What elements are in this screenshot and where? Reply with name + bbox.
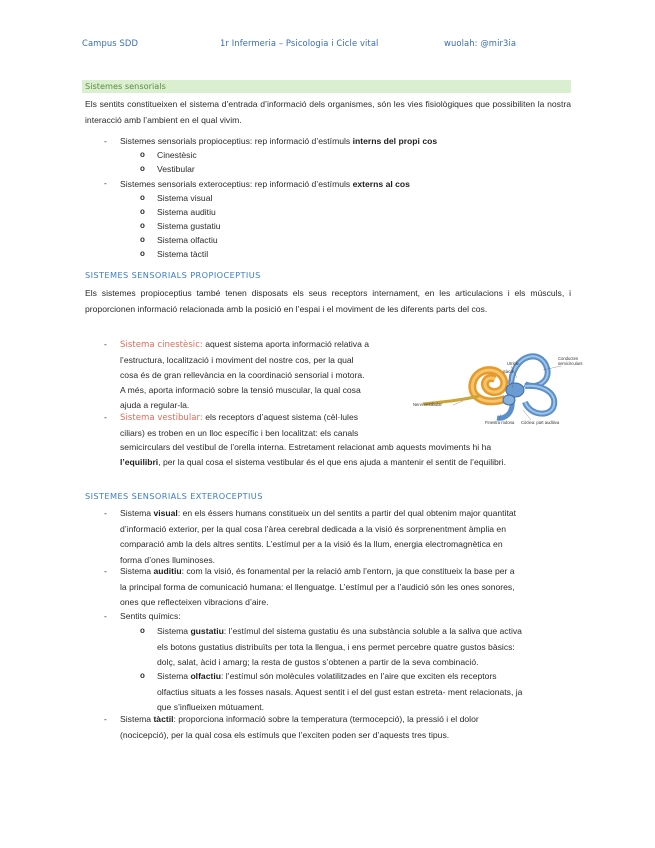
item-text: Sistema bbox=[120, 508, 154, 518]
item-sentits-quimics: Sentits químics: bbox=[120, 611, 181, 621]
label-conductes: Conductes bbox=[558, 356, 579, 361]
equilibri-bold: l’equilibri bbox=[120, 457, 159, 467]
vestibular-description bbox=[120, 410, 358, 441]
vestibular-label: Sistema vestibular: bbox=[120, 413, 203, 423]
item-text: que s’influeixen mútuament. bbox=[157, 702, 265, 712]
cinestesic-description bbox=[120, 337, 369, 413]
item-text: la principal forma de comunicació humana: el llenguatge. L’estímul per a l’audició són les ones sonores, bbox=[120, 581, 515, 592]
dash-bullet: - bbox=[104, 566, 107, 576]
item-bold: tàctil bbox=[153, 714, 174, 724]
label-utricle: Utricle bbox=[507, 361, 519, 366]
circle-bullet: o bbox=[140, 150, 145, 159]
vestibular-line: els receptors d’aquest sistema (cèl·lules bbox=[205, 412, 359, 422]
item-text: forma d’ones lluminoses. bbox=[120, 554, 216, 565]
item-sistema-auditiu bbox=[120, 564, 572, 611]
label-coclea: Còclea: part auditiva bbox=[521, 420, 560, 425]
list-item-tactil: Sistema tàctil bbox=[157, 249, 209, 259]
item-text: Sistema bbox=[120, 714, 154, 724]
circle-bullet: o bbox=[140, 671, 145, 680]
list-item-text: Sistemes sensorials propioceptius: rep informació d’estímuls bbox=[120, 136, 353, 146]
list-item-bold: externs al cos bbox=[352, 179, 410, 189]
item-text: dolç, salat, àcid i amarg; la resta de gustos s’obtenen a partir de la seva combinació. bbox=[157, 657, 479, 667]
item-text: : en els éssers humans constitueix un del sentits a partir del qual obtenim major quantitat bbox=[177, 508, 517, 518]
list-item-vestibular: Vestibular bbox=[157, 164, 195, 174]
item-text: (nocicepció), per la qual cosa els estímuls que l’exciten poden ser d’aquests tres tipus. bbox=[120, 729, 450, 740]
vestibular-continuation bbox=[120, 440, 572, 470]
item-text: els botons gustatius distribuïts per tota la llengua, i ens permet percebre quatre gustos bàsics: bbox=[157, 641, 515, 652]
item-text: ones que reflecteixen vibracions d’aire. bbox=[120, 597, 269, 607]
label-semicirculars: semicirculars bbox=[558, 361, 583, 366]
circle-bullet: o bbox=[140, 207, 145, 216]
cinestesic-line: A més, aporta informació sobre la tensió muscular, la qual cosa bbox=[120, 385, 361, 395]
item-bold: visual bbox=[153, 508, 178, 518]
circle-bullet: o bbox=[140, 626, 145, 635]
item-text: comparació amb la dels altres sentits. L’estímul per a la visió és la llum, energia electromagnètica en bbox=[120, 539, 503, 549]
label-sacul: Sàcul bbox=[503, 369, 514, 374]
list-item-cinestesic: Cinestèsic bbox=[157, 150, 197, 160]
list-item-visual: Sistema visual bbox=[157, 193, 213, 203]
item-sistema-tactil bbox=[120, 712, 572, 743]
cinestesic-label: Sistema cinestèsic: bbox=[120, 340, 203, 350]
item-sistema-gustatiu bbox=[157, 624, 572, 671]
cinestesic-line: l’estructura, localització i moviment del nostre cos, per la qual bbox=[120, 355, 354, 365]
cinestesic-line: cosa és de gran rellevància en la coordinació sensorial i motora. bbox=[120, 370, 365, 380]
item-text: Sistema bbox=[157, 626, 191, 636]
header-author-right: wuolah: @mir3ia bbox=[444, 38, 517, 48]
circle-bullet: o bbox=[140, 193, 145, 202]
item-sistema-olfactiu bbox=[157, 669, 572, 716]
header-course-left: Campus SDD bbox=[82, 38, 139, 48]
dash-bullet: - bbox=[104, 136, 107, 146]
item-bold: olfactiu bbox=[190, 671, 221, 681]
circle-bullet: o bbox=[140, 249, 145, 258]
vestibular-line: semicirculars del vestíbul de l’orella interna. Estretament relacionat amb aquests moviments hi ha bbox=[120, 442, 492, 452]
list-item-exteroceptius bbox=[120, 177, 410, 191]
item-text: : proporciona informació sobre la temperatura (termocepció), la pressió i el dolor bbox=[173, 714, 479, 724]
header-course-center: 1r Infermeria – Psicologia i Cicle vital bbox=[220, 38, 379, 48]
label-finestra-rodona: Finestra rodona bbox=[485, 420, 515, 425]
inner-ear-figure bbox=[413, 344, 583, 426]
section-title-bar bbox=[82, 80, 571, 93]
item-text: : l’estímul són molècules volatilitzades en l’aire que exciten els receptors bbox=[221, 671, 497, 681]
item-text: : l’estímul del sistema gustatiu és una substància soluble a la saliva que activa bbox=[223, 626, 522, 636]
list-item-gustatiu: Sistema gustatiu bbox=[157, 221, 221, 231]
subheading-exteroceptius: SISTEMES SENSORIALS EXTEROCEPTIUS bbox=[85, 491, 263, 501]
dash-bullet: - bbox=[104, 178, 107, 188]
dash-bullet: - bbox=[104, 714, 107, 724]
item-text: d’informació exterior, per la qual cosa l’àrea cerebral dedicada a la visió és sorprenentment àmplia en bbox=[120, 523, 506, 534]
item-sistema-visual bbox=[120, 506, 572, 568]
list-item-text: Sistemes sensorials exteroceptius: rep informació d’estímuls bbox=[120, 179, 353, 189]
vestibular-line: , per la qual cosa el sistema vestibular és el que ens ajuda a mantenir el sentit de l’equilibri. bbox=[158, 457, 506, 467]
circle-bullet: o bbox=[140, 221, 145, 230]
propioceptius-paragraph: Els sistemes propioceptius també tenen disposats els seus receptors internament, en les articulacions i els músculs, i proporcionen informació relacionada amb la posició en l’espai i el moviment de les diferents parts del cos. bbox=[85, 288, 571, 314]
cinestesic-line: ajuda a regular-la. bbox=[120, 400, 190, 410]
circle-bullet: o bbox=[140, 164, 145, 173]
item-text: olfactius situats a les fosses nasals. Aquest sentit i el del gust estan estreta- ment relacionats, ja bbox=[157, 686, 523, 697]
list-item-olfactiu: Sistema olfactiu bbox=[157, 235, 218, 245]
list-item-auditiu: Sistema auditiu bbox=[157, 207, 216, 217]
dash-bullet: - bbox=[104, 339, 107, 349]
dash-bullet: - bbox=[104, 508, 107, 518]
item-bold: auditiu bbox=[153, 566, 182, 576]
cinestesic-line: aquest sistema aporta informació relativa a bbox=[205, 339, 370, 349]
item-text: Sistema bbox=[120, 566, 154, 576]
intro-paragraph: Els sentits constitueixen el sistema d’entrada d’informació dels organismes, són les vies fisiològiques que possibiliten la nostra interacció amb l’ambient en el qual vivim. bbox=[85, 99, 571, 125]
label-nervi-vestibular: Nervi vestibular bbox=[413, 402, 442, 407]
dash-bullet: - bbox=[104, 611, 107, 621]
dash-bullet: - bbox=[104, 412, 107, 422]
item-text: : com la visió, és fonamental per la relació amb l’entorn, ja que constitueix la base per a bbox=[181, 566, 515, 576]
item-bold: gustatiu bbox=[190, 626, 224, 636]
circle-bullet: o bbox=[140, 235, 145, 244]
subheading-propioceptius: SISTEMES SENSORIALS PROPIOCEPTIUS bbox=[85, 270, 261, 280]
list-item-propioceptius bbox=[120, 134, 437, 148]
item-text: Sistema bbox=[157, 671, 191, 681]
vestibular-line: ciliars) es troben en un lloc específic i ben localitzat: els canals bbox=[120, 428, 359, 438]
list-item-bold: interns del propi cos bbox=[352, 136, 438, 146]
section-title: Sistemes sensorials bbox=[85, 81, 166, 91]
